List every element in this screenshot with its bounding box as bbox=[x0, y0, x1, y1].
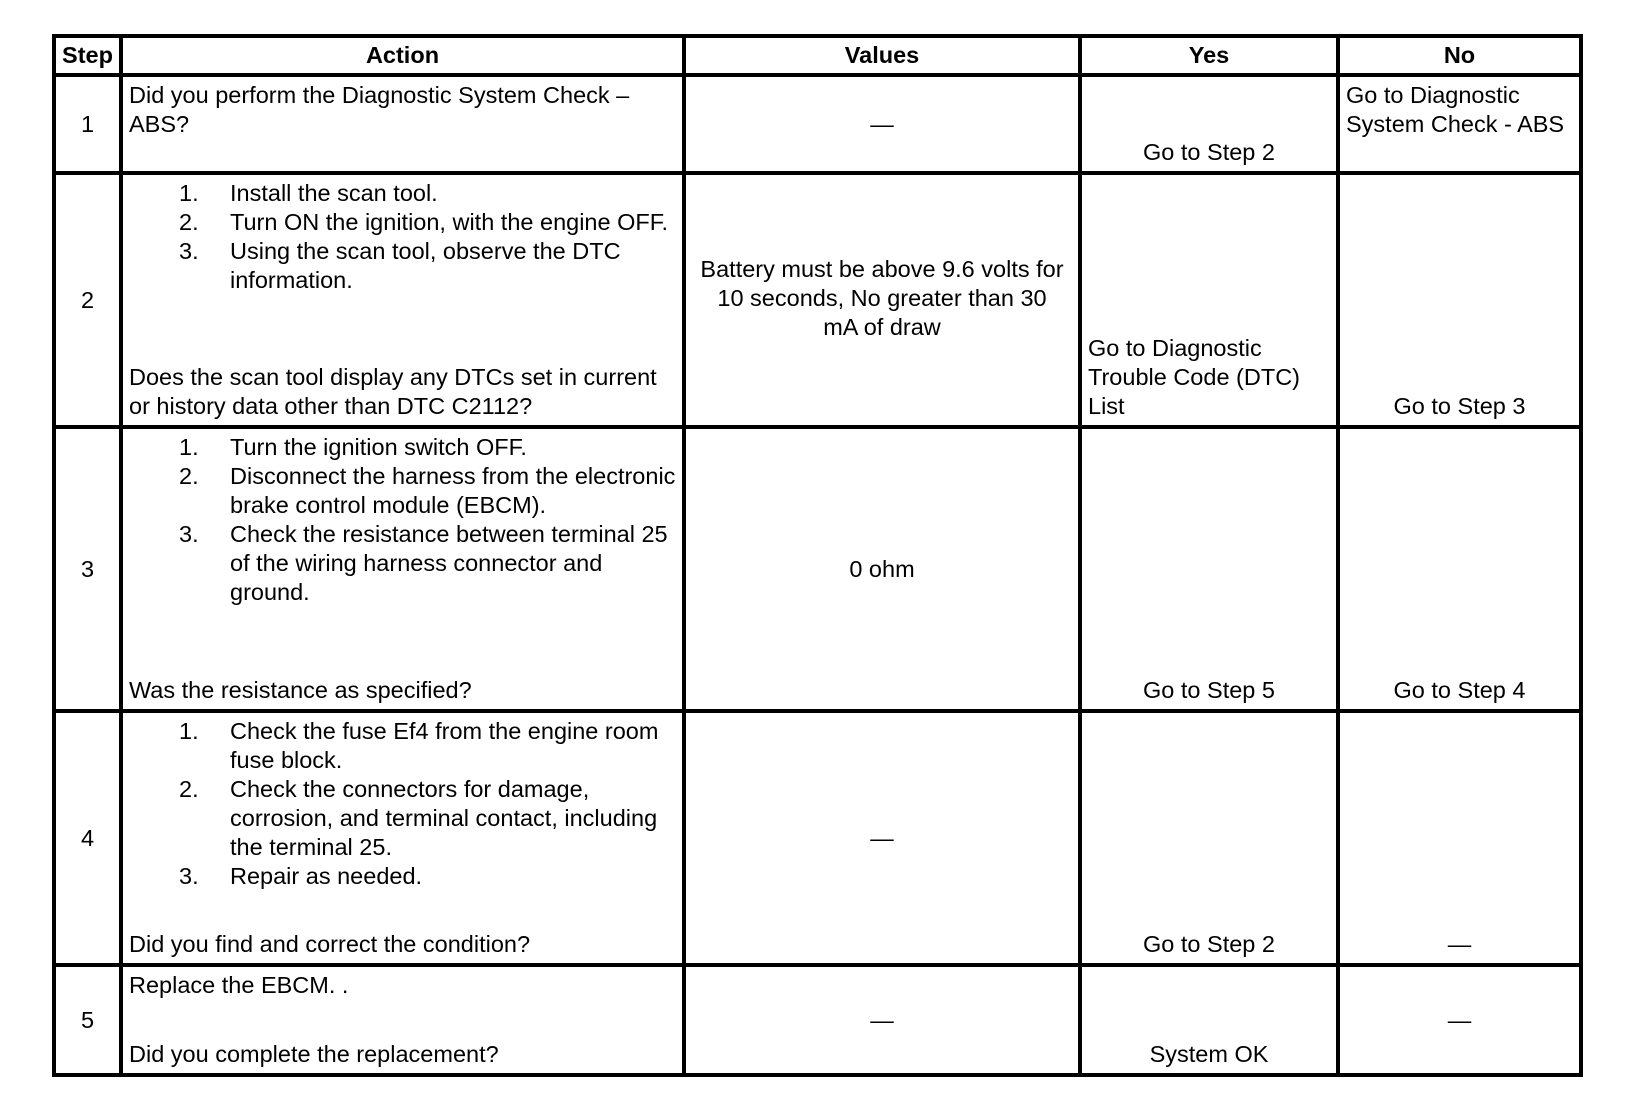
yes-result: System OK bbox=[1149, 1041, 1269, 1067]
yes-cell bbox=[1080, 75, 1338, 173]
value-cell: — bbox=[684, 75, 1080, 173]
action-question: Did you perform the Diagnostic System Check – ABS? bbox=[129, 82, 630, 137]
action-step: 1. Check the fuse Ef4 from the engine room fuse block. bbox=[179, 718, 659, 773]
no-cell bbox=[1338, 173, 1581, 427]
table-row bbox=[54, 965, 1581, 1075]
action-cell bbox=[121, 75, 684, 173]
action-question: Did you find and correct the condition? bbox=[129, 931, 531, 957]
no-result: Go to Diagnostic System Check - ABS bbox=[1346, 82, 1565, 137]
value-cell: — bbox=[684, 711, 1080, 965]
action-question: Does the scan tool display any DTCs set in current or history data other than DTC C2112? bbox=[129, 364, 657, 419]
no-cell bbox=[1338, 427, 1581, 711]
action-step: 3. Repair as needed. bbox=[179, 863, 423, 889]
diagnostic-table bbox=[52, 34, 1583, 1077]
yes-cell bbox=[1080, 173, 1338, 427]
action-step: 3. Using the scan tool, observe the DTC information. bbox=[179, 238, 621, 293]
no-result: Go to Step 3 bbox=[1393, 393, 1526, 419]
no-result: — bbox=[1447, 931, 1472, 957]
value-text: Battery must be above 9.6 volts for 10 seconds, No greater than 30 mA of draw bbox=[700, 256, 1064, 340]
action-steps bbox=[129, 433, 676, 607]
action-cell bbox=[121, 711, 684, 965]
action-step: 2. Disconnect the harness from the electronic brake control module (EBCM). bbox=[179, 463, 676, 518]
table-row bbox=[54, 427, 1581, 711]
step-number: 2 bbox=[54, 173, 121, 427]
yes-result: Go to Step 2 bbox=[1143, 139, 1275, 165]
action-steps bbox=[129, 717, 676, 891]
action-steps bbox=[129, 179, 676, 295]
yes-cell bbox=[1080, 965, 1338, 1075]
value-cell: 0 ohm bbox=[684, 427, 1080, 711]
yes-cell bbox=[1080, 427, 1338, 711]
yes-result: Go to Diagnostic Trouble Code (DTC) List bbox=[1088, 335, 1300, 419]
action-cell bbox=[121, 965, 684, 1075]
action-cell bbox=[121, 427, 684, 711]
action-step: 2. Check the connectors for damage, corrosion, and terminal contact, including the terminal 25. bbox=[179, 776, 658, 860]
action-question: Did you complete the replacement? bbox=[129, 1041, 499, 1067]
no-cell bbox=[1338, 711, 1581, 965]
step-number: 3 bbox=[54, 427, 121, 711]
table-row bbox=[54, 75, 1581, 173]
header-row bbox=[54, 36, 1581, 75]
step-number: 1 bbox=[54, 75, 121, 173]
no-result: Go to Step 4 bbox=[1393, 677, 1526, 703]
no-cell bbox=[1338, 75, 1581, 173]
action-step: 1. Install the scan tool. bbox=[179, 180, 438, 206]
action-question: Was the resistance as specified? bbox=[129, 677, 472, 703]
step-number: 5 bbox=[54, 965, 121, 1075]
value-cell bbox=[684, 173, 1080, 427]
action-step: 3. Check the resistance between terminal 25 of the wiring harness connector and ground. bbox=[179, 521, 668, 605]
step-number: 4 bbox=[54, 711, 121, 965]
table-row bbox=[54, 173, 1581, 427]
action-step: 1. Turn the ignition switch OFF. bbox=[179, 434, 527, 460]
yes-result: Go to Step 5 bbox=[1143, 677, 1275, 703]
action-cell bbox=[121, 173, 684, 427]
value-cell: — bbox=[684, 965, 1080, 1075]
header-action: Action bbox=[121, 36, 684, 75]
header-step: Step bbox=[54, 36, 121, 75]
action-lead: Replace the EBCM. . bbox=[129, 972, 349, 998]
header-yes: Yes bbox=[1080, 36, 1338, 75]
action-step: 2. Turn ON the ignition, with the engine OFF. bbox=[179, 209, 669, 235]
yes-cell bbox=[1080, 711, 1338, 965]
header-no: No bbox=[1338, 36, 1581, 75]
no-cell: — bbox=[1338, 965, 1581, 1075]
table-row bbox=[54, 711, 1581, 965]
yes-result: Go to Step 2 bbox=[1143, 931, 1275, 957]
header-values: Values bbox=[684, 36, 1080, 75]
